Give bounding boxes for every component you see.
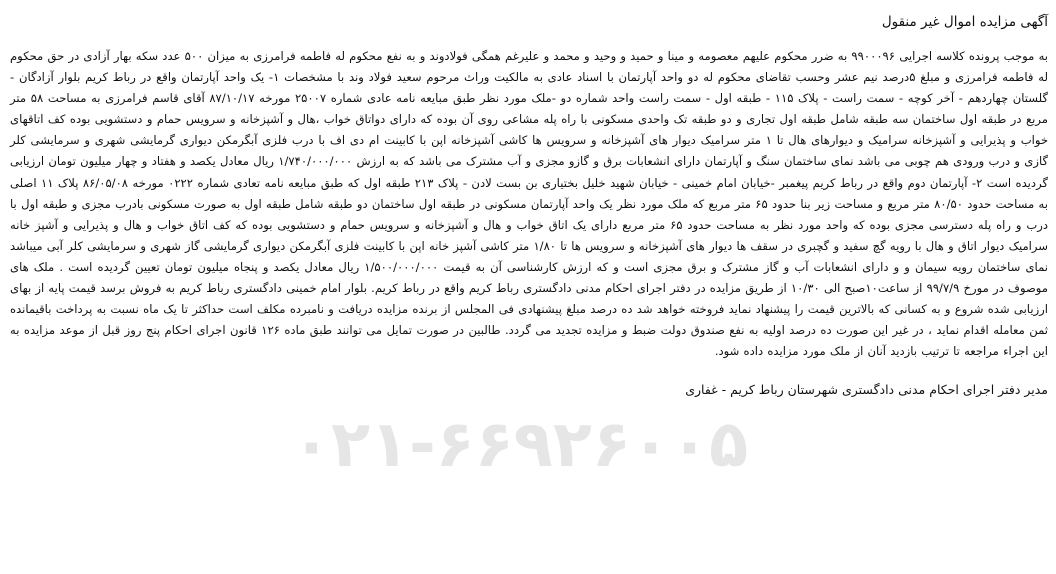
notice-signature: مدیر دفتر اجرای احکام مدنی دادگستری شهرستان رباط کریم - غفاری (685, 382, 1048, 398)
notice-body: به موجب پرونده کلاسه اجرایی ۹۹۰۰۰۹۶ به ضرر محکوم علیهم معصومه و مینا و حمید و وحید و محمد و علیرغم همگی فولادوند و به نفع محکوم له فاطمه فرامرزی به میزان ۵۰۰ عدد سکه بهار آزادی در حق محکوم له فاطمه فرامرزی و مبلغ ۵درصد نیم عشر وحسب تقاضای محکوم له دو واحد آپارتمان با اسناد عادی به مالکیت وراث مرحوم سعید فولاد وند با مشخصات ۱- یک واحد آپارتمان واقع در رباط کریم بلوار آزادگان - گلستان چهاردهم - آخر کوچه - سمت راست - پلاک ۱۱۵ - طبقه اول - سمت راست واحد شماره دو -ملک مورد نظر طبق مبایعه نامه عادی شماره ۲۵۰۰۷ مورخه ۸۷/۱۰/۱۷ آقای قاسم فرامرزی به مساحت ۵۸ متر مربع در طبقه اول ساختمان سه طبقه شامل طبقه اول تجاری و دو طبقه تک واحدی مسکونی با راه پله مشاعی روی آن بوده که دارای دواتاق خواب ،هال و آشپزخانه و سرویس حمام و دستشویی بوده کف اتاقهای خواب و پذیرایی و آشپزخانه سرامیک و دیوارهای هال تا ۱ متر سرامیک دیوار های آشپزخانه و سرویس ها کاشی آشپزخانه اپن با کابینت ام دی اف با درب فلزی آبگرمکن دیواری گرمایشی شهری و سرمایشی کلر گازی و درب ورودی هم چوبی می باشد نمای ساختمان سنگ و آپارتمان دارای انشعابات برق و گازو مجزی و آب مشترک می باشد که به ارزش ۱/۷۴۰/۰۰۰/۰۰۰ ریال معادل یکصد و هفتاد و چهار میلیون تومان ارزیابی گردیده است ۲- آپارتمان دوم واقع در رباط کریم پیغمبر -خیابان امام خمینی - خیابان شهید خلیل بختیاری بن بست لادن - پلاک ۲۱۳ طبقه اول که طبق مبایعه نامه تعادی شماره ۰۲۲۲ مورخه ۸۶/۰۵/۰۸ پلاک ۱۱ اصلی به مساحت حدود ۸۰/۵۰ متر مربع و مساحت زیر بنا حدود ۶۵ متر مربع که ملک مورد نظر یک واحد آپارتمان مسکونی در طبقه اول ساختمان دو طبقه شامل طبقه اول به صورت مسکونی بادرب مجزی و طبقه اول با درب و راه پله دسترسی مجزی بوده که واحد مورد نظر به مساحت حدود ۶۵ متر مربع دارای یک اتاق خواب و هال و آشپزخانه و سرویس حمام و دستشویی بوده که کف اتاق خواب و هال و پذیرایی و آشپز خانه سرامیک دیوار اتاق و هال با رویه گچ سفید و گچبری در سقف ها دیوار های آشپزخانه و سرویس ها تا ۱/۸۰ متر کاشی آشپز خانه اپن با کابینت فلزی آبگرمکن دیواری گرمایشی گاز شهری و سرمایشی کلر آبی میباشد نمای ساختمان رویه سیمان و و دارای انشعابات آب و گاز مشترک و برق مجزی است و که ارزش کارشناسی آن به قیمت ۱/۵۰۰/۰۰۰/۰۰۰ ریال معادل یکصد و پنجاه میلیون تومان تعیین گردیده است . ملک های موصوف در مورخ ۹۹/۷/۹ از ساعت۱۰صبح الی ۱۰/۳۰ از طریق مزایده در دفتر اجرای احکام مدنی دادگستری رباط کریم واقع در رباط کریم. بلوار امام خمینی دادگستری رباط کریم به فروش برسد قیمت پایه از بهای ارزیابی شده شروع و به کسانی که بالاترین قیمت را پیشنهاد نماید فروخته خواهد شد ده درصد مبلغ پیشنهادی فی المجلس از برنده مزایده دریافت و نامبرده مکلف است حداکثر تا یک ماه نسبت به پرداخت باقیمانده ثمن معامله اقدام نماید ، در غیر این صورت ده درصد اولیه به نفع صندوق دولت ضبط و مزایده تجدید می گردد. طالبین در صورت تمایل می توانند طبق ماده ۱۲۶ قانون اجرای احکام پنج روز قبل از موعد مزایده به این اجراء مراجعه تا ترتیب بازدید آنان از ملک مورد مزایده داده شود. (10, 49, 1049, 359)
watermark-text: ۰۲۱-۶۶۹۲۶۰۰۵ (291, 408, 749, 482)
notice-title: آگهی مزایده اموال غیر منقول (881, 14, 1048, 30)
phone-watermark (291, 388, 749, 498)
